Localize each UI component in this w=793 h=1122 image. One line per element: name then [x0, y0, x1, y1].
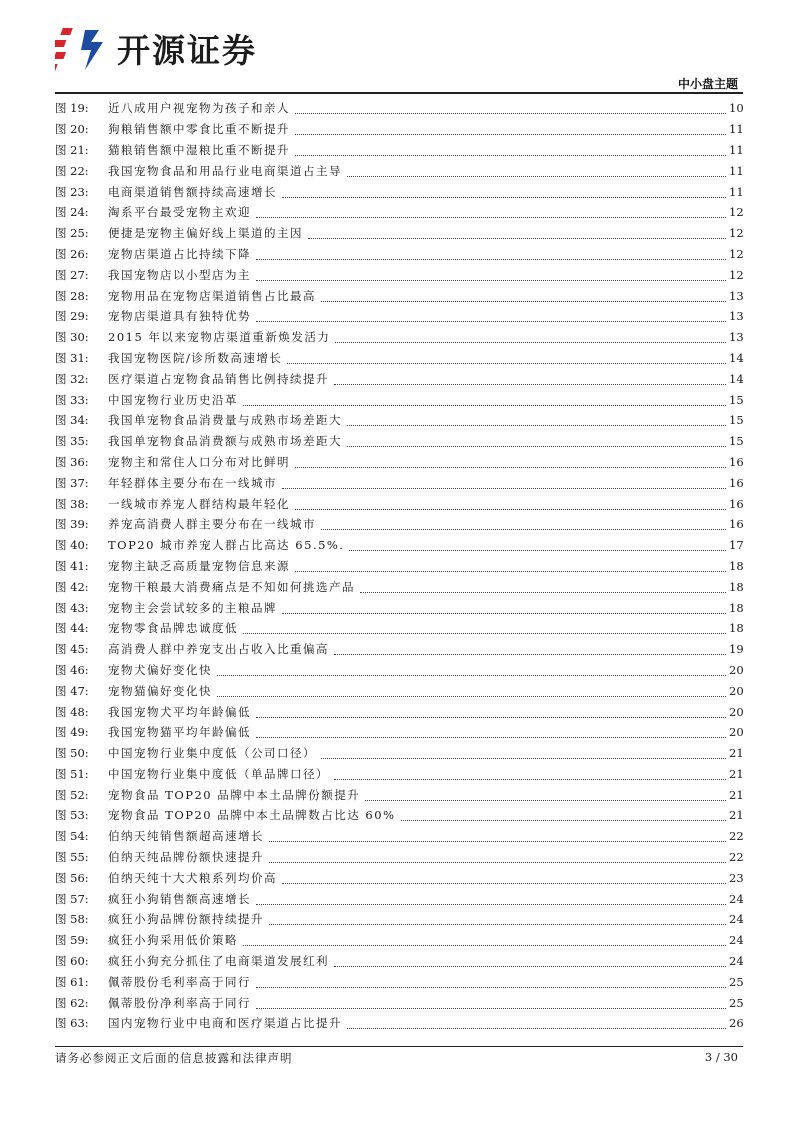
- toc-figure-number: 图 52:: [55, 787, 89, 802]
- toc-entry[interactable]: [55, 306, 743, 327]
- toc-figure-number: 图 40:: [55, 538, 89, 553]
- toc-page-number: 18: [729, 558, 744, 573]
- toc-page-number: 18: [729, 579, 744, 594]
- toc-page-number: 12: [729, 226, 744, 241]
- toc-figure-number: 图 44:: [55, 621, 89, 636]
- toc-page-number: 18: [729, 621, 744, 636]
- toc-figure-number: 图 60:: [55, 954, 89, 969]
- toc-figure-number: 图 57:: [55, 891, 89, 906]
- toc-page-number: 21: [729, 746, 744, 761]
- toc-figure-title: 佩蒂股份净利率高于同行: [108, 995, 251, 1010]
- toc-entry[interactable]: [55, 847, 743, 868]
- toc-leader-dots: [217, 685, 726, 697]
- toc-leader-dots: [295, 102, 726, 114]
- toc-figure-number: 图 56:: [55, 870, 89, 885]
- toc-figure-title: 狗粮销售额中零食比重不断提升: [108, 122, 290, 137]
- toc-figure-number: 图 30:: [55, 330, 89, 345]
- toc-leader-dots: [365, 789, 726, 801]
- toc-figure-number: 图 45:: [55, 642, 89, 657]
- toc-entry[interactable]: [55, 826, 743, 847]
- toc-entry[interactable]: [55, 992, 743, 1013]
- toc-entry[interactable]: [55, 660, 743, 681]
- toc-page-number: 11: [729, 142, 744, 157]
- toc-figure-number: 图 58:: [55, 912, 89, 927]
- toc-page-number: 23: [729, 870, 744, 885]
- toc-figure-number: 图 37:: [55, 475, 89, 490]
- toc-figure-number: 图 51:: [55, 766, 89, 781]
- toc-page-number: 22: [729, 829, 744, 844]
- toc-figure-number: 图 36:: [55, 454, 89, 469]
- toc-page-number: 15: [729, 392, 744, 407]
- toc-figure-number: 图 63:: [55, 1016, 89, 1031]
- toc-entry[interactable]: [55, 722, 743, 743]
- toc-entry[interactable]: [55, 285, 743, 306]
- toc-figure-number: 图 62:: [55, 995, 89, 1010]
- toc-page-number: 14: [729, 371, 744, 386]
- toc-page-number: 10: [729, 101, 744, 116]
- toc-figure-number: 图 25:: [55, 226, 89, 241]
- toc-figure-title: 宠物食品 TOP20 品牌中本土品牌数占比达 60%: [108, 808, 396, 823]
- footer-divider: [55, 1046, 743, 1047]
- toc-figure-number: 图 47:: [55, 683, 89, 698]
- toc-figure-title: 疯狂小狗品牌份额持续提升: [108, 912, 264, 927]
- toc-page-number: 20: [729, 662, 744, 677]
- toc-leader-dots: [308, 227, 726, 239]
- toc-leader-dots: [334, 955, 726, 967]
- toc-page-number: 12: [729, 205, 744, 220]
- toc-figure-number: 图 22:: [55, 163, 89, 178]
- toc-page-number: 26: [729, 1016, 744, 1031]
- toc-figure-title: 宠物主和常住人口分布对比鲜明: [108, 454, 290, 469]
- toc-leader-dots: [282, 186, 726, 198]
- toc-leader-dots: [256, 310, 726, 322]
- toc-entry[interactable]: [55, 452, 743, 473]
- toc-figure-title: 宠物零食品牌忠诚度低: [108, 621, 238, 636]
- toc-figure-number: 图 43:: [55, 600, 89, 615]
- toc-entry[interactable]: [55, 535, 743, 556]
- toc-leader-dots: [269, 830, 726, 842]
- toc-figure-number: 图 42:: [55, 579, 89, 594]
- toc-page-number: 24: [729, 954, 744, 969]
- toc-figure-title: 宠物用品在宠物店渠道销售占比最高: [108, 288, 316, 303]
- toc-leader-dots: [256, 706, 726, 718]
- toc-figure-title: 宠物主缺乏高质量宠物信息来源: [108, 558, 290, 573]
- toc-leader-dots: [295, 560, 726, 572]
- toc-leader-dots: [321, 290, 726, 302]
- toc-figure-number: 图 33:: [55, 392, 89, 407]
- toc-leader-dots: [295, 498, 726, 510]
- toc-figure-number: 图 50:: [55, 746, 89, 761]
- toc-figure-number: 图 39:: [55, 517, 89, 532]
- toc-page-number: 12: [729, 246, 744, 261]
- toc-leader-dots: [256, 248, 726, 260]
- toc-leader-dots: [334, 373, 726, 385]
- toc-figure-number: 图 20:: [55, 122, 89, 137]
- toc-figure-title: 我国宠物猫平均年龄偏低: [108, 725, 251, 740]
- toc-figure-title: 电商渠道销售额持续高速增长: [108, 184, 277, 199]
- toc-entry[interactable]: [55, 264, 743, 285]
- toc-page-number: 16: [729, 496, 744, 511]
- toc-leader-dots: [256, 269, 726, 281]
- toc-entry[interactable]: [55, 597, 743, 618]
- toc-page-number: 11: [729, 184, 744, 199]
- toc-leader-dots: [256, 893, 726, 905]
- toc-page-number: 11: [729, 122, 744, 137]
- toc-figure-title: 疯狂小狗销售额高速增长: [108, 891, 251, 906]
- toc-figure-number: 图 32:: [55, 371, 89, 386]
- toc-leader-dots: [347, 414, 726, 426]
- toc-page-number: 16: [729, 517, 744, 532]
- toc-entry[interactable]: [55, 244, 743, 265]
- section-tag: 中小盘主题: [677, 77, 738, 91]
- toc-leader-dots: [282, 602, 726, 614]
- toc-leader-dots: [217, 664, 726, 676]
- toc-page-number: 11: [729, 163, 744, 178]
- toc-figure-title: 伯纳天纯十大犬粮系列均价高: [108, 870, 277, 885]
- toc-figure-number: 图 21:: [55, 142, 89, 157]
- toc-entry[interactable]: [55, 368, 743, 389]
- toc-page-number: 20: [729, 683, 744, 698]
- toc-entry[interactable]: [55, 805, 743, 826]
- toc-entry[interactable]: [55, 971, 743, 992]
- toc-entry[interactable]: [55, 202, 743, 223]
- toc-page-number: 24: [729, 891, 744, 906]
- toc-figure-number: 图 29:: [55, 309, 89, 324]
- toc-entry[interactable]: [55, 493, 743, 514]
- toc-entry[interactable]: [55, 327, 743, 348]
- toc-page-number: 17: [729, 538, 744, 553]
- toc-figure-title: 佩蒂股份毛利率高于同行: [108, 974, 251, 989]
- toc-entry[interactable]: [55, 888, 743, 909]
- toc-figure-title: 疯狂小狗采用低价策略: [108, 933, 238, 948]
- toc-figure-title: 我国宠物犬平均年龄偏低: [108, 704, 251, 719]
- toc-leader-dots: [347, 1017, 726, 1029]
- toc-figure-title: 我国宠物店以小型店为主: [108, 267, 251, 282]
- toc-entry[interactable]: [55, 389, 743, 410]
- toc-figure-title: 我国单宠物食品消费量与成熟市场差距大: [108, 413, 342, 428]
- toc-figure-title: 宠物主会尝试较多的主粮品牌: [108, 600, 277, 615]
- toc-figure-number: 图 27:: [55, 267, 89, 282]
- toc-leader-dots: [321, 747, 726, 759]
- toc-page-number: 21: [729, 766, 744, 781]
- toc-figure-title: 猫粮销售额中湿粮比重不断提升: [108, 142, 290, 157]
- toc-page-number: 18: [729, 600, 744, 615]
- toc-page-number: 20: [729, 704, 744, 719]
- toc-entry[interactable]: [55, 119, 743, 140]
- toc-entry[interactable]: [55, 764, 743, 785]
- toc-figure-number: 图 59:: [55, 933, 89, 948]
- toc-figure-number: 图 48:: [55, 704, 89, 719]
- toc-page-number: 19: [729, 642, 744, 657]
- toc-leader-dots: [335, 331, 726, 343]
- toc-figure-title: 伯纳天纯销售额超高速增长: [108, 829, 264, 844]
- toc-page-number: 22: [729, 850, 744, 865]
- toc-figure-number: 图 38:: [55, 496, 89, 511]
- toc-figure-title: 中国宠物行业集中度低（单品牌口径）: [108, 766, 329, 781]
- toc-figure-number: 图 41:: [55, 558, 89, 573]
- brand-name: 开源证券: [117, 30, 257, 70]
- page-indicator: 3 / 30: [704, 1050, 738, 1064]
- toc-figure-title: 高消费人群中养宠支出占收入比重偏高: [108, 642, 329, 657]
- footer-disclaimer: 请务必参阅正文后面的信息披露和法律声明: [55, 1051, 293, 1065]
- toc-entry[interactable]: [55, 98, 743, 119]
- page-header: [0, 0, 793, 96]
- toc-figure-title: 中国宠物行业历史沿革: [108, 392, 238, 407]
- toc-figure-title: 2015 年以来宠物店渠道重新焕发活力: [108, 330, 331, 345]
- toc-leader-dots: [321, 518, 726, 530]
- toc-entry[interactable]: [55, 223, 743, 244]
- toc-leader-dots: [295, 144, 726, 156]
- toc-figure-number: 图 49:: [55, 725, 89, 740]
- toc-entry[interactable]: [55, 701, 743, 722]
- toc-figure-number: 图 53:: [55, 808, 89, 823]
- toc-figure-number: 图 61:: [55, 974, 89, 989]
- header-divider: [55, 92, 743, 94]
- toc-page-number: 16: [729, 454, 744, 469]
- toc-figure-title: 年轻群体主要分布在一线城市: [108, 475, 277, 490]
- toc-figure-number: 图 19:: [55, 101, 89, 116]
- toc-figure-title: 一线城市养宠人群结构最年轻化: [108, 496, 290, 511]
- toc-figure-number: 图 35:: [55, 434, 89, 449]
- toc-entry[interactable]: [55, 1013, 743, 1034]
- toc-leader-dots: [269, 913, 726, 925]
- toc-figure-number: 图 23:: [55, 184, 89, 199]
- toc-entry[interactable]: [55, 930, 743, 951]
- toc-figure-title: 医疗渠道占宠物食品销售比例持续提升: [108, 371, 329, 386]
- brand-logo-icon: [55, 22, 111, 74]
- toc-leader-dots: [256, 206, 726, 218]
- toc-figure-number: 图 34:: [55, 413, 89, 428]
- figure-index-list: [55, 98, 743, 1034]
- toc-leader-dots: [295, 123, 726, 135]
- toc-entry[interactable]: [55, 181, 743, 202]
- toc-figure-title: 近八成用户视宠物为孩子和亲人: [108, 101, 290, 116]
- toc-figure-title: 宠物店渠道具有独特优势: [108, 309, 251, 324]
- toc-page-number: 13: [729, 288, 744, 303]
- toc-figure-title: 伯纳天纯品牌份额快速提升: [108, 850, 264, 865]
- toc-page-number: 15: [729, 434, 744, 449]
- toc-leader-dots: [282, 477, 726, 489]
- toc-entry[interactable]: [55, 909, 743, 930]
- toc-entry[interactable]: [55, 576, 743, 597]
- toc-page-number: 15: [729, 413, 744, 428]
- toc-leader-dots: [269, 851, 726, 863]
- toc-figure-title: TOP20 城市养宠人群占比高达 65.5%.: [108, 538, 345, 553]
- toc-leader-dots: [243, 622, 726, 634]
- toc-page-number: 21: [729, 787, 744, 802]
- toc-figure-number: 图 55:: [55, 850, 89, 865]
- toc-figure-title: 宠物店渠道占比持续下降: [108, 246, 251, 261]
- toc-figure-number: 图 54:: [55, 829, 89, 844]
- toc-page-number: 12: [729, 267, 744, 282]
- toc-entry[interactable]: [55, 410, 743, 431]
- toc-leader-dots: [256, 726, 726, 738]
- toc-figure-title: 宠物干粮最大消费痛点是不知如何挑选产品: [108, 579, 355, 594]
- toc-leader-dots: [334, 643, 726, 655]
- toc-entry[interactable]: [55, 743, 743, 764]
- toc-leader-dots: [256, 997, 726, 1009]
- toc-page-number: 25: [729, 974, 744, 989]
- toc-leader-dots: [243, 394, 726, 406]
- toc-page-number: 20: [729, 725, 744, 740]
- toc-entry[interactable]: [55, 618, 743, 639]
- toc-page-number: 13: [729, 309, 744, 324]
- toc-leader-dots: [295, 456, 726, 468]
- toc-figure-title: 宠物食品 TOP20 品牌中本土品牌份额提升: [108, 787, 361, 802]
- toc-page-number: 14: [729, 350, 744, 365]
- toc-entry[interactable]: [55, 140, 743, 161]
- toc-figure-title: 中国宠物行业集中度低（公司口径）: [108, 746, 316, 761]
- toc-leader-dots: [347, 165, 726, 177]
- toc-page-number: 24: [729, 933, 744, 948]
- toc-figure-number: 图 24:: [55, 205, 89, 220]
- toc-figure-title: 我国宠物食品和用品行业电商渠道占主导: [108, 163, 342, 178]
- toc-figure-title: 淘系平台最受宠物主欢迎: [108, 205, 251, 220]
- toc-entry[interactable]: [55, 556, 743, 577]
- toc-entry[interactable]: [55, 951, 743, 972]
- toc-figure-title: 养宠高消费人群主要分布在一线城市: [108, 517, 316, 532]
- toc-leader-dots: [282, 872, 726, 884]
- toc-leader-dots: [243, 934, 726, 946]
- toc-leader-dots: [287, 352, 726, 364]
- toc-page-number: 13: [729, 330, 744, 345]
- toc-page-number: 25: [729, 995, 744, 1010]
- toc-leader-dots: [360, 581, 726, 593]
- toc-figure-title: 宠物猫偏好变化快: [108, 683, 212, 698]
- toc-figure-title: 我国单宠物食品消费额与成熟市场差距大: [108, 434, 342, 449]
- toc-figure-title: 便捷是宠物主偏好线上渠道的主因: [108, 226, 303, 241]
- toc-figure-title: 疯狂小狗充分抓住了电商渠道发展红利: [108, 954, 329, 969]
- toc-figure-number: 图 28:: [55, 288, 89, 303]
- toc-figure-number: 图 26:: [55, 246, 89, 261]
- toc-figure-title: 国内宠物行业中电商和医疗渠道占比提升: [108, 1016, 342, 1031]
- toc-figure-title: 宠物犬偏好变化快: [108, 662, 212, 677]
- toc-entry[interactable]: [55, 514, 743, 535]
- toc-leader-dots: [349, 539, 726, 551]
- toc-page-number: 16: [729, 475, 744, 490]
- toc-entry[interactable]: [55, 867, 743, 888]
- toc-entry[interactable]: [55, 348, 743, 369]
- toc-entry[interactable]: [55, 160, 743, 181]
- toc-figure-title: 我国宠物医院/诊所数高速增长: [108, 350, 283, 365]
- toc-leader-dots: [347, 435, 726, 447]
- toc-figure-number: 图 31:: [55, 350, 89, 365]
- toc-leader-dots: [401, 809, 727, 821]
- toc-page-number: 21: [729, 808, 744, 823]
- toc-entry[interactable]: [55, 784, 743, 805]
- toc-entry[interactable]: [55, 472, 743, 493]
- toc-figure-number: 图 46:: [55, 662, 89, 677]
- toc-entry[interactable]: [55, 680, 743, 701]
- brand-logo: [55, 22, 257, 74]
- toc-page-number: 24: [729, 912, 744, 927]
- toc-entry[interactable]: [55, 639, 743, 660]
- toc-entry[interactable]: [55, 431, 743, 452]
- toc-leader-dots: [256, 976, 726, 988]
- toc-leader-dots: [334, 768, 726, 780]
